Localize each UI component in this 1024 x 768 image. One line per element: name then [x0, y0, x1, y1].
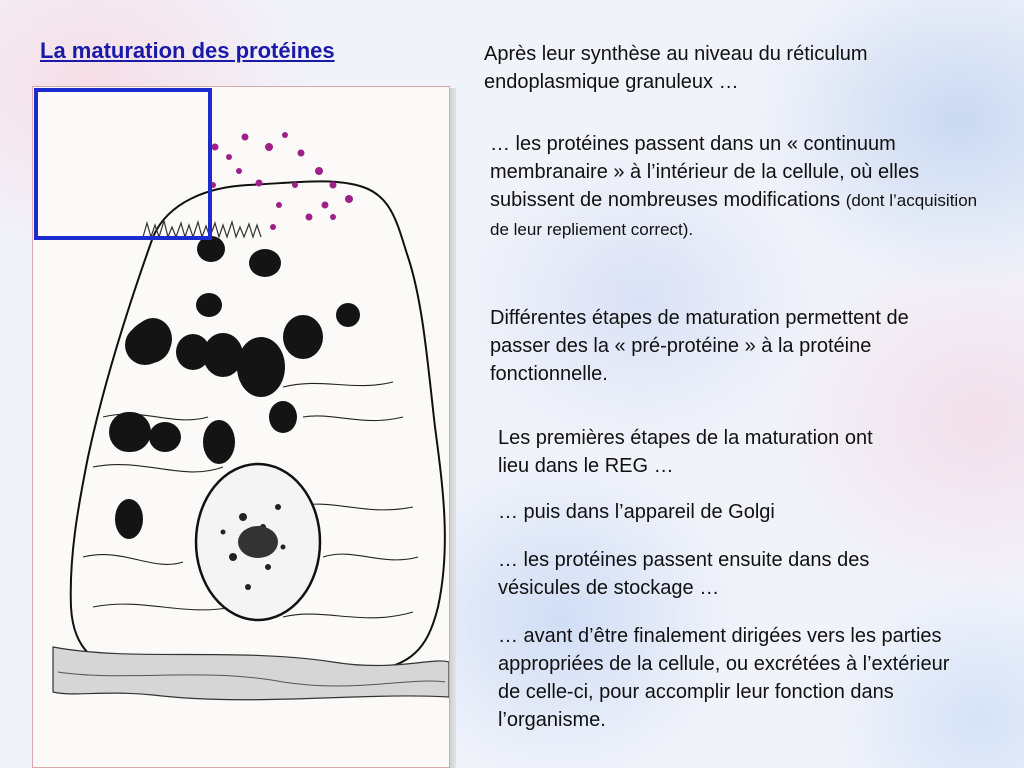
paragraph-continuum-main: … les protéines passent dans un « continuum membranaire » à l’intérieur de la cellule, où elles subissent de nombreuses modifications [490, 133, 920, 211]
paragraph-excretion: … avant d’être finalement dirigées vers les parties appropriées de la cellule, ou excrétées à l’extérieur de celle-ci, pour accomplir leur fonction dans l’organisme. [498, 625, 950, 731]
paragraph-reg: Les premières étapes de la maturation ont lieu dans le REG … [498, 427, 873, 477]
paragraph-golgi: … puis dans l’appareil de Golgi [498, 501, 775, 523]
paragraph-synthesis: Après leur synthèse au niveau du réticulum endoplasmique granuleux … [484, 43, 868, 93]
paragraph-continuum-note: (dont l’acquisition de leur repliement correct). [490, 191, 978, 239]
highlight-box [34, 88, 212, 240]
slide-title: La maturation des protéines [40, 38, 335, 63]
paragraph-maturation-steps: Différentes étapes de maturation permettent de passer des la « pré-protéine » à la protéine fonctionnelle. [490, 307, 909, 385]
paragraph-continuum [490, 130, 984, 244]
paragraph-storage: … les protéines passent ensuite dans des vésicules de stockage … [498, 549, 870, 599]
